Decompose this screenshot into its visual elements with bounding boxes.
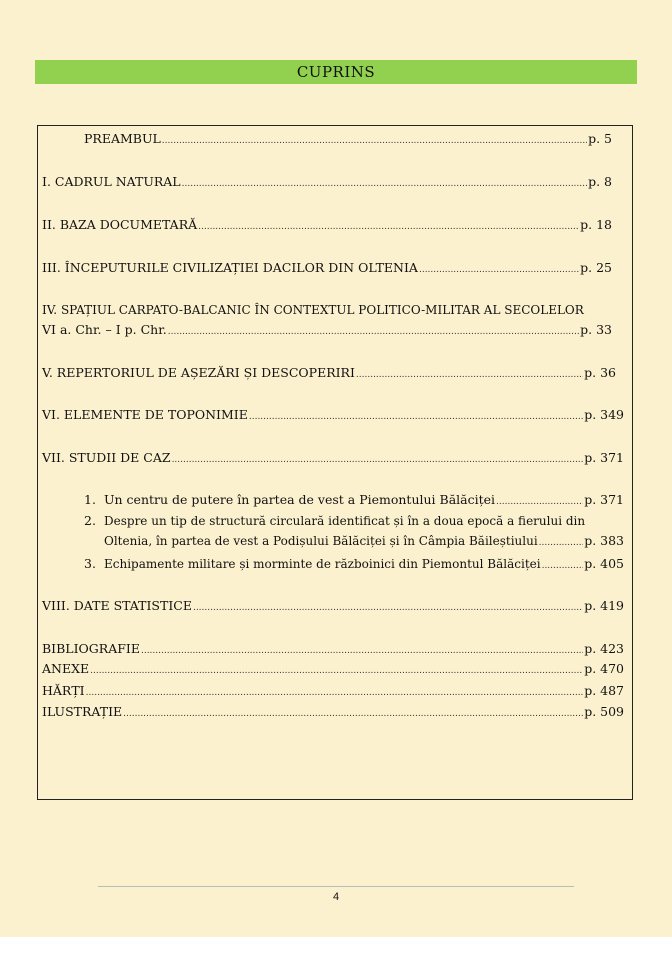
toc-entry-label: I. CADRUL NATURAL (42, 174, 181, 189)
toc-dot-leader (496, 492, 583, 510)
case-study-number: 3. (84, 556, 96, 571)
toc-entry-label: HĂRȚI (42, 683, 85, 698)
toc-dot-leader (182, 174, 587, 192)
toc-entry-label: III. ÎNCEPUTURILE CIVILIZAȚIEI DACILOR DIN OLTENIA (42, 260, 418, 275)
toc-entry-page: p. 25 (580, 260, 612, 275)
toc-entry-page: p. 371 (584, 450, 624, 465)
toc-entry-page: p. 18 (580, 217, 612, 232)
toc-entry-chapter-7[interactable] (42, 450, 624, 468)
toc-entry-chapter-4-line1[interactable]: IV. SPAȚIUL CARPATO-BALCANIC ÎN CONTEXTUL POLITICO-MILITAR AL SECOLELOR (42, 303, 584, 317)
toc-entry-label: VII. STUDII DE CAZ (42, 450, 171, 465)
toc-entry-chapter-6[interactable] (42, 407, 624, 425)
toc-entry-page: p. 8 (588, 174, 612, 189)
case-study-number: 2. (84, 513, 96, 528)
toc-entry-annexes[interactable] (42, 661, 624, 679)
toc-dot-leader (86, 683, 584, 701)
toc-entry-page: p. 383 (584, 533, 624, 548)
page-title: CUPRINS (35, 60, 637, 84)
toc-case-study-2[interactable] (104, 533, 624, 551)
toc-entry-illustrations[interactable] (42, 704, 624, 722)
toc-entry-label: Un centru de putere în partea de vest a Piemontului Bălăciței (104, 492, 496, 507)
toc-dot-leader (198, 217, 579, 235)
toc-entry-label: ILUSTRAȚIE (42, 704, 123, 719)
toc-entry-chapter-4[interactable] (42, 322, 612, 340)
toc-entry-label: V. REPERTORIUL DE AȘEZĂRI ȘI DESCOPERIRI (42, 365, 355, 380)
toc-entry-page: p. 371 (584, 492, 624, 507)
toc-entry-page: p. 470 (584, 661, 624, 676)
table-of-contents (37, 125, 633, 800)
toc-entry-chapter-5[interactable] (42, 365, 616, 383)
toc-entry-label: VIII. DATE STATISTICE (42, 598, 192, 613)
toc-entry-maps[interactable] (42, 683, 624, 701)
toc-dot-leader (123, 704, 583, 722)
toc-entry-label: BIBLIOGRAFIE (42, 641, 140, 656)
toc-entry-page: p. 349 (584, 407, 624, 422)
toc-entry-page: p. 487 (584, 683, 624, 698)
toc-entry-chapter-1[interactable] (42, 174, 612, 192)
toc-dot-leader (90, 661, 583, 679)
toc-entry-label: Oltenia, în partea de vest a Podișului Bălăciței și în Câmpia Băileștiului (104, 534, 538, 548)
toc-entry-chapter-3[interactable] (42, 260, 612, 278)
page-number: 4 (332, 891, 340, 903)
toc-dot-leader (542, 556, 584, 574)
toc-case-study-2-line1[interactable]: Despre un tip de structură circulară identificat și în a doua epocă a fierului din (104, 514, 586, 528)
toc-dot-leader (356, 365, 583, 383)
toc-entry-label: II. BAZA DOCUMETARĂ (42, 217, 198, 232)
toc-entry-chapter-8[interactable] (42, 598, 624, 616)
toc-entry-page: p. 33 (580, 322, 612, 337)
toc-entry-preamble[interactable] (84, 131, 612, 149)
toc-case-study-3[interactable] (104, 556, 624, 574)
toc-dot-leader (172, 450, 584, 468)
toc-entry-page: p. 509 (584, 704, 624, 719)
toc-dot-leader (141, 641, 583, 659)
toc-dot-leader (168, 322, 579, 340)
toc-entry-label: Echipamente militare și morminte de războinici din Piemontul Bălăciței (104, 557, 541, 571)
toc-entry-label: PREAMBUL (84, 131, 161, 146)
toc-entry-page: p. 419 (584, 598, 624, 613)
toc-entry-bibliography[interactable] (42, 641, 624, 659)
toc-entry-page: p. 5 (588, 131, 612, 146)
toc-dot-leader (539, 533, 584, 551)
footer-divider (98, 886, 574, 887)
toc-entry-page: p. 423 (584, 641, 624, 656)
toc-dot-leader (162, 131, 587, 149)
toc-dot-leader (193, 598, 583, 616)
toc-entry-label: ANEXE (42, 661, 90, 676)
toc-entry-label: VI a. Chr. – I p. Chr. (42, 322, 167, 337)
toc-entry-page: p. 405 (584, 556, 624, 571)
toc-entry-label: VI. ELEMENTE DE TOPONIMIE (42, 407, 248, 422)
toc-entry-chapter-2[interactable] (42, 217, 612, 235)
toc-case-study-1[interactable] (104, 492, 624, 510)
toc-entry-page: p. 36 (584, 365, 616, 380)
toc-dot-leader (419, 260, 579, 278)
case-study-number: 1. (84, 492, 96, 507)
toc-dot-leader (249, 407, 583, 425)
